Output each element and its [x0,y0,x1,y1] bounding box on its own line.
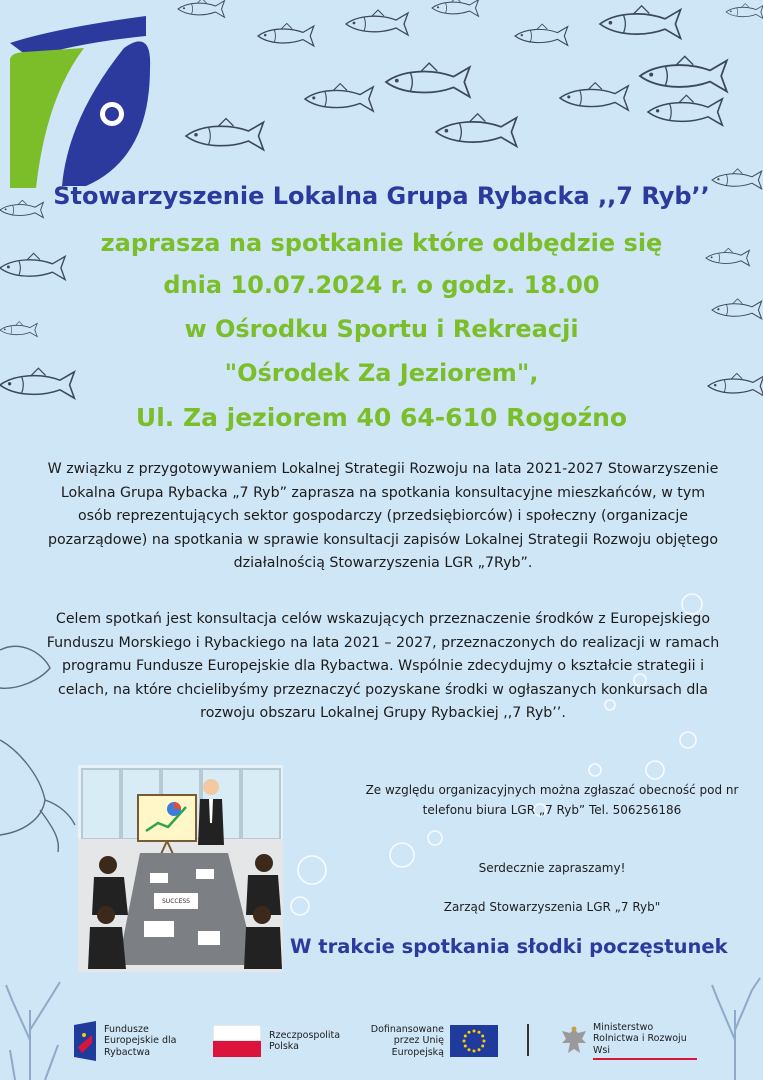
footer-rp [213,1020,339,1062]
meeting-illustration [78,765,283,972]
polish-flag-icon [213,1025,261,1057]
rp-label: Rzeczpospolita Polska [269,1029,341,1052]
footer-divider [527,1024,529,1056]
coral-icon [712,978,760,1080]
address: Ul. Za jeziorem 40 64-610 Rogoźno [135,403,628,432]
refreshments-note: W trakcie spotkania słodki poczęstunek [290,935,728,958]
invite-line: zaprasza na spotkanie które odbędzie się [100,229,663,257]
venue-line: w Ośrodku Sportu i Rekreacji [184,315,579,343]
eagle-emblem-icon [560,1025,588,1057]
eu-label: Dofinansowane przez Unię Europejską [370,1023,444,1058]
venue-name: "Ośrodek Za Jeziorem", [224,359,539,387]
paragraph-strategy: W związku z przygotowywaniem Lokalnej Strategii Rozwoju na lata 2021-2027 Stowarzyszenie Lokalna Grupa Rybacka „7 Ryb” zaprasza na spotkania konsultacyjne mieszkańców, w tym osób reprezentujących sektor gospodarczy (przedsiębiorców) i społeczny (organizacje pozarządowe) na spotkania w sprawie konsultacji zapisów Lokalnej Strategii Rozwoju objętego działalnością Stowarzyszenia LGR „7Ryb”. [47,461,719,572]
footer-eu [348,1020,498,1062]
lgr-7ryb-logo [6,8,152,188]
eu-flag-icon [450,1025,498,1057]
coral-icon [6,982,60,1080]
fe-flag-icon [72,1021,98,1061]
date-line: dnia 10.07.2024 r. o godz. 18.00 [163,271,600,299]
ministry-underline [593,1058,697,1060]
registration-info: Ze względu organizacyjnych można zgłaszać obecność pod nr telefonu biura LGR „7 Ryb” Tel. 506256186 [365,783,739,817]
fe-rybactwa-label: Fundusze Europejskie dla Rybactwa [104,1023,177,1058]
footer-ministry [560,1020,697,1062]
footer-fe-rybactwa [72,1020,204,1062]
greeting: Serdecznie zapraszamy! [478,861,626,875]
organization-title: Stowarzyszenie Lokalna Grupa Rybacka ,,7 Ryb’’ [53,182,710,210]
success-sign: SUCCESS [162,898,190,905]
ministry-label: Ministerstwo Rolnictwa i Rozwoju Wsi [593,1021,687,1056]
signature: Zarząd Stowarzyszenia LGR „7 Ryb" [443,900,661,914]
paragraph-goals: Celem spotkań jest konsultacja celów wskazujących przeznaczenie środków z Europejskiego Funduszu Morskiego i Rybackiego na lata 2021 – 2027, przeznaczonych do realizacji w ramach programu Fundusze Europejskie dla Rybactwa. Wspólnie zdecydujmy o kształcie strategii i celach, na które chcielibyśmy przeznaczyć pozyskane środki w ogłaszanych konkursach dla rozwoju obszaru Lokalnej Grupy Rybackiej ,,7 Ryb’’. [46,611,720,722]
